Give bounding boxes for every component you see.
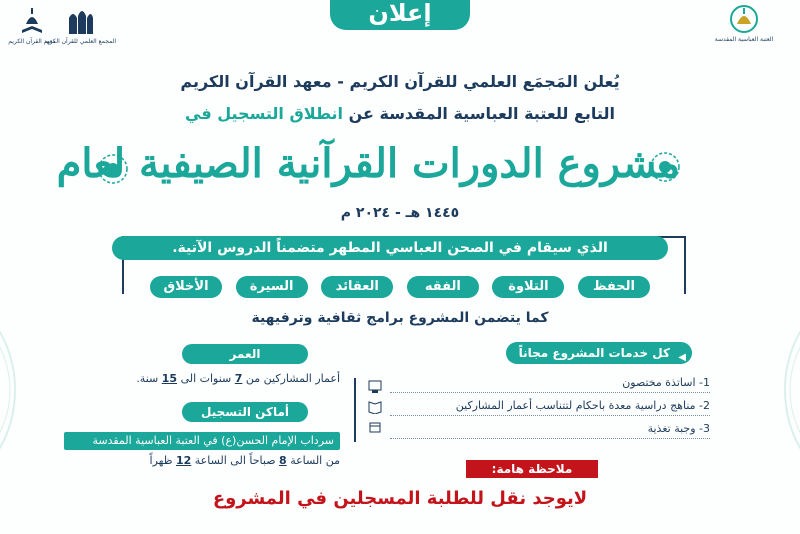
- intro-line-2: [0, 104, 800, 123]
- arches-icon: [65, 6, 95, 36]
- registration-hours: [120, 454, 340, 467]
- logo-caption: العتبة العباسية المقدسة: [714, 36, 774, 43]
- intro-line-2-text: التابع للعتبة العباسية المقدسة عن: [348, 104, 615, 123]
- logo-caption: المجمع العلمي للقرآن الكريم: [43, 38, 117, 45]
- lesson-pill: الأخلاق: [150, 276, 222, 298]
- quran-institute-logo: [8, 6, 56, 52]
- services-label: [506, 342, 692, 364]
- places-label: أماكن التسجيل: [182, 402, 308, 422]
- lesson-pill: الحفظ: [578, 276, 650, 298]
- logo-caption: معهد القرآن الكريم: [8, 38, 56, 45]
- book-dome-icon: [17, 6, 47, 36]
- service-icons: [364, 380, 382, 434]
- partner-logos: [8, 6, 117, 52]
- shrine-emblem-icon: [727, 4, 761, 34]
- lessons-intro: الذي سيقام في الصحن العباسي المطهر متضمناً الدروس الآتية.: [112, 236, 668, 260]
- lesson-pill: الفقه: [407, 276, 479, 298]
- age-text-end: سنة.: [136, 372, 159, 385]
- list-item: 2- مناهج دراسية معدة باحكام لتتناسب أعمار المشاركين: [390, 397, 710, 416]
- lesson-pill: العقائد: [321, 276, 393, 298]
- lesson-pill: التلاوة: [492, 276, 564, 298]
- teacher-icon: [368, 380, 382, 394]
- meal-icon: [368, 420, 382, 434]
- registration-place: سرداب الإمام الحسن(ع) في العتبة العباسية المقدسة: [64, 432, 340, 450]
- important-note-text: لايوجد نقل للطلبة المسجلين في المشروع: [212, 488, 588, 509]
- cultural-programs: كما يتضمن المشروع برامج ثقافية وترفيهية: [251, 310, 549, 326]
- corner-ornament-right-icon: [710, 300, 800, 480]
- hours-text-start: من الساعة: [290, 454, 340, 467]
- intro-line-1: يُعلن المَجمَع العلمي للقرآن الكريم - معهد القرآن الكريم: [180, 72, 620, 91]
- age-text-start: أعمار المشاركين من: [245, 372, 340, 385]
- scientific-complex-logo: [43, 6, 117, 52]
- services-list: [390, 374, 710, 443]
- announcement-banner: إعلان: [330, 0, 470, 30]
- corner-ornament-left-icon: [0, 300, 90, 480]
- age-label-text: العمر: [229, 347, 261, 361]
- lesson-list: [150, 276, 650, 298]
- hours-text-mid: صباحاً الى الساعة: [194, 454, 276, 467]
- hours-text-end: ظهراً: [149, 454, 173, 467]
- age-min: 7: [234, 372, 243, 385]
- column-divider: [354, 378, 356, 442]
- services-label-text: كل خدمات المشروع مجاناً: [518, 346, 670, 360]
- age-max: 15: [161, 372, 178, 385]
- age-label: [182, 344, 308, 364]
- list-item: 1- اساتذة مختصون: [390, 374, 710, 393]
- project-title: مشروع الدورات القرآنية الصيفية لعام: [56, 140, 680, 187]
- important-note-label: ملاحظة هامة:: [466, 460, 598, 478]
- age-range: [110, 372, 340, 385]
- shrine-logo: [704, 4, 784, 50]
- list-item: 3- وجبة تغذية: [390, 420, 710, 439]
- from-hour: 8: [279, 454, 287, 467]
- book-icon: [368, 400, 382, 414]
- triangle-left-icon: ◀: [678, 352, 686, 363]
- lesson-pill: السيرة: [236, 276, 308, 298]
- project-year: ١٤٤٥ هـ - ٢٠٢٤ م: [340, 205, 460, 221]
- to-hour: 12: [175, 454, 192, 467]
- registration-highlight: انطلاق التسجيل في: [185, 104, 344, 123]
- age-text-mid: سنوات الى: [180, 372, 232, 385]
